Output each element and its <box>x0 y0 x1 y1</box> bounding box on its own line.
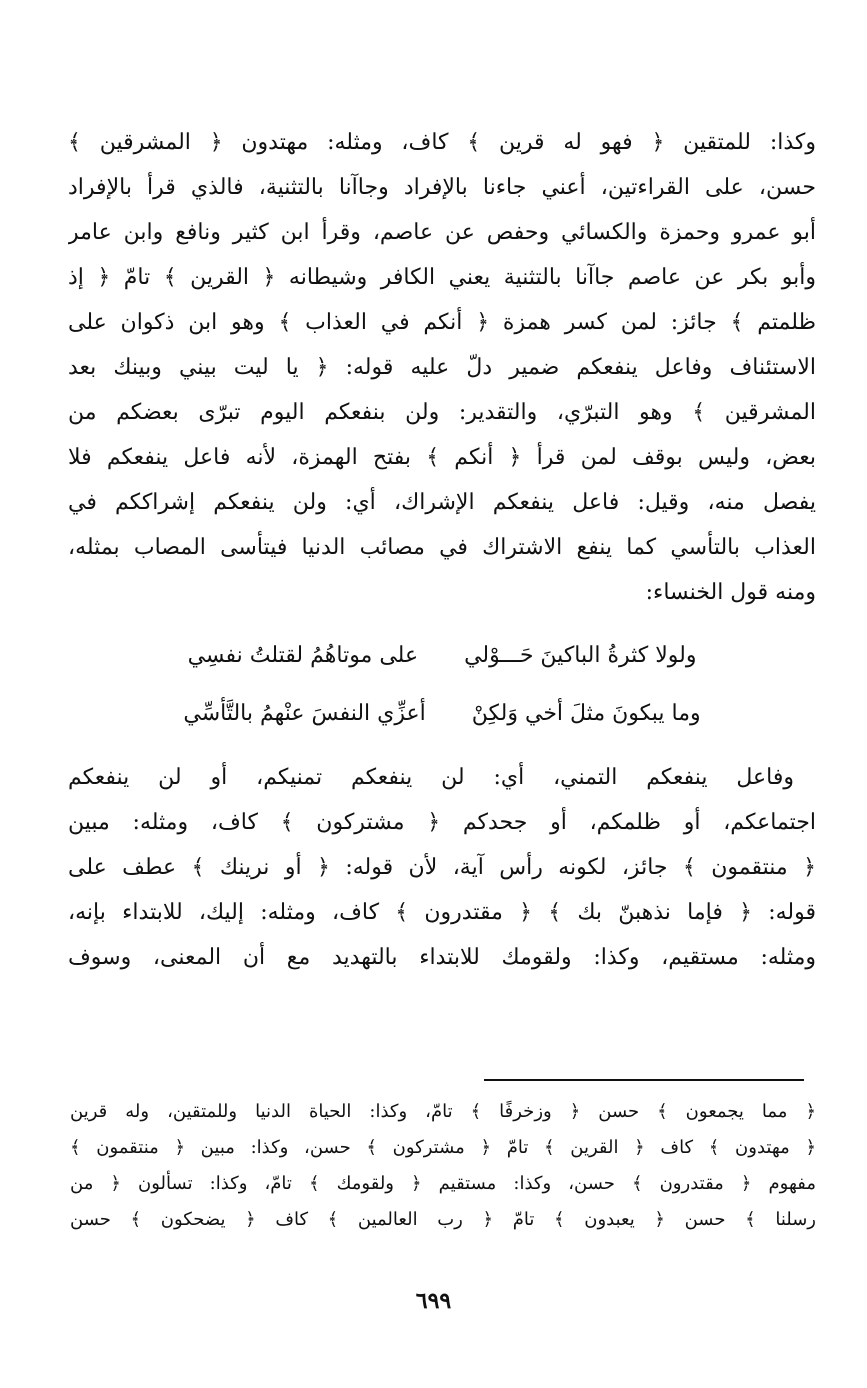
verse-second-hemistich: أعزِّي النفسَ عنْهمُ بالتَّأسِّي <box>183 701 426 726</box>
poem-verse <box>68 627 816 685</box>
text-line: وفاعل ينفعكم التمني، أي: لن ينفعكم تمنيكم، أو لن ينفعكم <box>68 765 794 790</box>
text-line: حسن، على القراءتين، أعني جاءنا بالإفراد وجاآنا بالتثنية، فالذي قرأ بالإفراد <box>68 175 816 200</box>
verse-first-hemistich: ولولا كثرةُ الباكينَ حَـــوْلي <box>464 643 697 668</box>
text-line: ومثله: مستقيم، وكذا: ولقومك للابتداء بالتهديد مع أن المعنى، وسوف <box>68 945 816 970</box>
footnote-line: مفهوم ﴿ مقتدرون ﴾ حسن، وكذا: مستقيم ﴿ ولقومك ﴾ تامّ، وكذا: تسألون ﴿ من <box>70 1173 816 1194</box>
footnote-line: ﴿ مهتدون ﴾ كاف ﴿ القرين ﴾ تامّ ﴿ مشتركون ﴾ حسن، وكذا: مبين ﴿ منتقمون ﴾ <box>70 1137 816 1158</box>
text-line: بعض، وليس بوقف لمن قرأ ﴿ أنكم ﴾ بفتح الهمزة، لأنه فاعل ينفعكم فلا <box>68 445 816 470</box>
page-number: ٦٩٩ <box>415 1288 452 1314</box>
text-line: ظلمتم ﴾ جائز: لمن كسر همزة ﴿ أنكم في العذاب ﴾ وهو ابن ذكوان على <box>68 310 816 335</box>
text-line: وكذا: للمتقين ﴿ فهو له قرين ﴾ كاف، ومثله: مهتدون ﴿ المشرقين ﴾ <box>68 130 816 155</box>
text-line: يفصل منه، وقيل: فاعل ينفعكم الإشراك، أي: ولن ينفعكم إشراككم في <box>68 490 816 515</box>
text-line: أبو عمرو وحمزة والكسائي وحفص عن عاصم، وقرأ ابن كثير ونافع وابن عامر <box>68 220 816 245</box>
text-line: قوله: ﴿ فإما نذهبنّ بك ﴾ ﴿ مقتدرون ﴾ كاف، ومثله: إليك، للابتداء بإنه، <box>68 900 816 925</box>
poem-block <box>68 627 816 743</box>
text-line: المشرقين ﴾ وهو التبرّي، والتقدير: ولن بنفعكم اليوم تبرّى بعضكم من <box>68 400 816 425</box>
main-text <box>68 120 816 980</box>
text-line: العذاب بالتأسي كما ينفع الاشتراك في مصائب الدنيا فيتأسى المصاب بمثله، <box>68 535 816 560</box>
text-line: اجتماعكم، أو ظلمكم، أو جحدكم ﴿ مشتركون ﴾ كاف، ومثله: مبين <box>68 810 816 835</box>
text-line: وأبو بكر عن عاصم جاآنا بالتثنية يعني الكافر وشيطانه ﴿ القرين ﴾ تامّ ﴿ إذ <box>68 265 816 290</box>
footnote-divider <box>484 1079 804 1081</box>
verse-first-hemistich: وما يبكونَ مثلَ أخي وَلكِنْ <box>471 701 701 726</box>
footnote-line: ﴿ مما يجمعون ﴾ حسن ﴿ وزخرفًا ﴾ تامّ، وكذا: الحياة الدنيا وللمتقين، وله قرين <box>70 1101 816 1122</box>
text-line: ومنه قول الخنساء: <box>645 580 816 605</box>
footnotes <box>70 1094 816 1238</box>
text-line: ﴿ منتقمون ﴾ جائز، لكونه رأس آية، لأن قوله: ﴿ أو نرينك ﴾ عطف على <box>68 855 816 880</box>
text-line: الاستئناف وفاعل ينفعكم ضمير دلّ عليه قوله: ﴿ يا ليت بيني وبينك بعد <box>68 355 816 380</box>
footnote-line: رسلنا ﴾ حسن ﴿ يعبدون ﴾ تامّ ﴿ رب العالمين ﴾ كاف ﴿ يضحكون ﴾ حسن <box>70 1209 816 1230</box>
poem-verse <box>68 685 816 743</box>
verse-second-hemistich: على موتاهُمُ لقتلتُ نفسِي <box>187 643 419 668</box>
